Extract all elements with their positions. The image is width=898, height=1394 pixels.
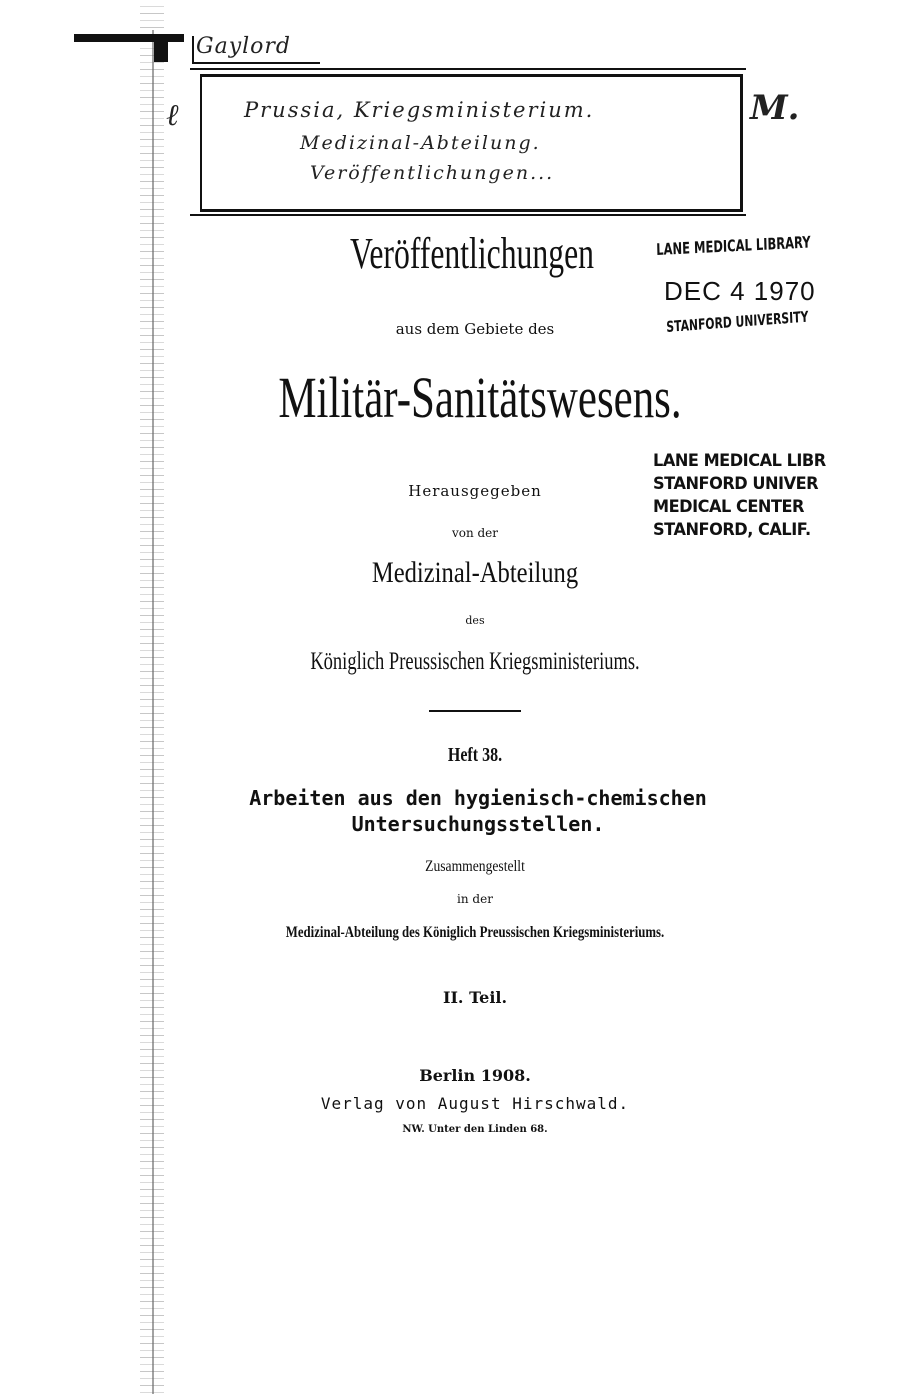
issue-compiled: Zusammengestellt (425, 858, 525, 875)
publisher-des: des (465, 614, 485, 627)
publisher-label: Herausgegeben (408, 482, 542, 500)
series-field-title: Militär-Sanitätswesens. (278, 365, 682, 430)
imprint-publisher: Verlag von August Hirschwald. (320, 1094, 630, 1113)
library-stamp-2-line: MEDICAL CENTER (653, 497, 805, 517)
library-stamp-1-date: DEC 4 1970 (664, 276, 816, 306)
series-subtitle: aus dem Gebiete des (395, 320, 555, 338)
divider-rule (429, 710, 521, 712)
series-title: Veröffentlichungen (350, 229, 594, 278)
issue-part: II. Teil. (442, 988, 508, 1007)
library-stamp-1-university: STANFORD UNIVERSITY (666, 307, 809, 336)
issue-number: Heft 38. (447, 744, 503, 766)
publisher-department: Medizinal-Abteilung (371, 556, 579, 589)
handwritten-catalog-line-2: Medizinal-Abteilung. (300, 132, 541, 154)
library-stamp-2-line: LANE MEDICAL LIBR (653, 451, 826, 471)
issue-in-der: in der (457, 892, 493, 906)
publisher-ministry: Königlich Preussischen Kriegsministeriums. (310, 648, 640, 675)
publisher-von-der: von der (451, 526, 499, 540)
library-stamp-2 (653, 450, 826, 542)
handwritten-catalog-line-3: Veröffentlichungen... (310, 162, 555, 184)
library-stamp-2-line: STANFORD, CALIF. (653, 520, 811, 540)
imprint-city-year: Berlin 1908. (419, 1066, 531, 1085)
issue-compiler: Medizinal-Abteilung des Königlich Preussischen Kriegsministeriums. (285, 924, 665, 941)
issue-subject-line-1: Arbeiten aus den hygienisch-chemischen (249, 786, 707, 810)
handwritten-mark: M. (750, 88, 800, 128)
scan-artifact-block (154, 36, 168, 62)
handwritten-squiggle: ℓ (166, 98, 181, 133)
imprint-address: NW. Unter den Linden 68. (402, 1124, 548, 1135)
library-stamp-1-name: LANE MEDICAL LIBRARY (656, 232, 811, 259)
handwritten-catalog-line-1: Prussia, Kriegsministerium. (244, 98, 595, 122)
handwritten-name-tag: Gaylord (196, 34, 291, 59)
library-stamp-2-line: STANFORD UNIVER (653, 474, 819, 494)
issue-subject-line-2: Untersuchungsstellen. (351, 812, 605, 836)
